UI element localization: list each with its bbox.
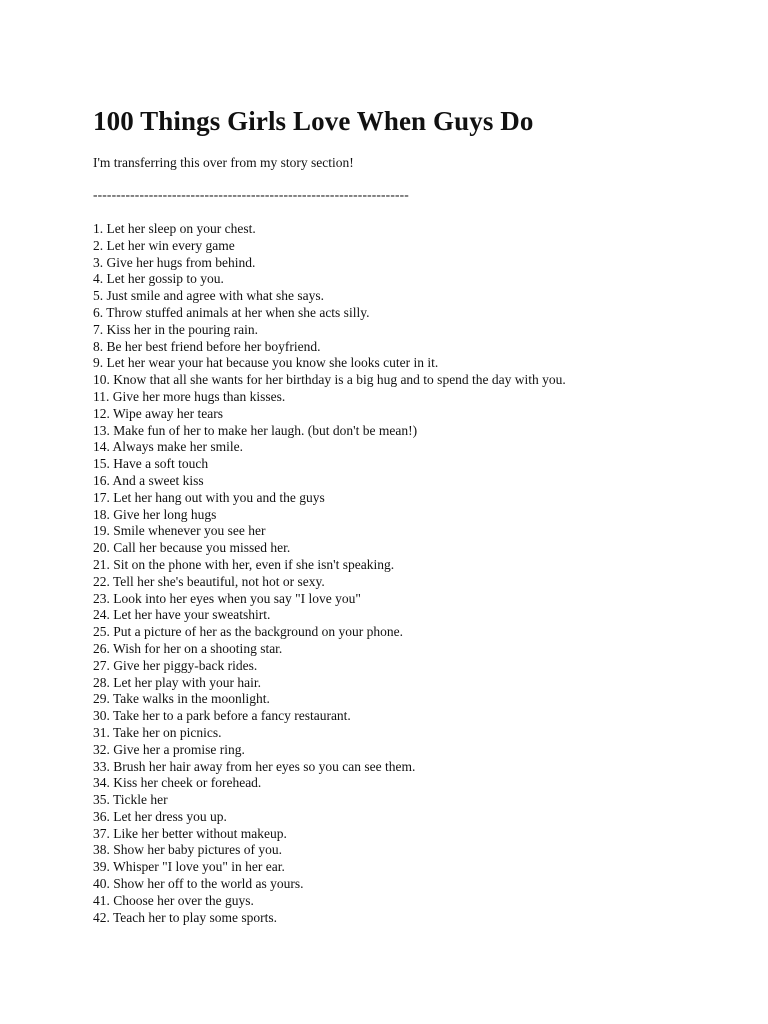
list-item: 19. Smile whenever you see her [93,523,266,539]
list-item: 35. Tickle her [93,792,168,808]
list-item: 14. Always make her smile. [93,439,243,455]
list-item: 21. Sit on the phone with her, even if she isn't speaking. [93,556,395,572]
list-item: 26. Wish for her on a shooting star. [93,640,283,656]
list-item: 5. Just smile and agree with what she says. [93,288,324,304]
list-item: 23. Look into her eyes when you say "I love you" [93,590,361,606]
list-item: 33. Brush her hair away from her eyes so you can see them. [93,758,416,774]
list-item: 12. Wipe away her tears [93,405,224,421]
list-item: 28. Let her play with your hair. [93,674,261,690]
list-item: 37. Like her better without makeup. [93,825,287,841]
list-item: 24. Let her have your sweatshirt. [93,607,271,623]
list-item: 1. Let her sleep on your chest. [93,221,256,236]
list-item: 41. Choose her over the guys. [93,892,254,908]
list-item: 11. Give her more hugs than kisses. [93,388,286,404]
intro-text: I'm transferring this over from my story section! [93,155,354,170]
things-list [93,221,566,926]
list-item: 13. Make fun of her to make her laugh. (but don't be mean!) [93,422,418,438]
list-item: 34. Kiss her cheek or forehead. [93,775,262,791]
list-item: 25. Put a picture of her as the background on your phone. [93,624,404,640]
list-item: 17. Let her hang out with you and the guys [93,489,325,505]
list-item: 6. Throw stuffed animals at her when she acts silly. [93,304,370,320]
list-item: 8. Be her best friend before her boyfriend. [93,338,321,354]
list-item: 9. Let her wear your hat because you know she looks cuter in it. [93,355,439,371]
list-item: 2. Let her win every game [93,237,235,253]
list-item: 36. Let her dress you up. [93,808,227,824]
list-item: 27. Give her piggy-back rides. [93,657,258,673]
list-item: 40. Show her off to the world as yours. [93,876,304,892]
list-item: 42. Teach her to play some sports. [93,909,278,925]
list-item: 18. Give her long hugs [93,506,217,522]
list-item: 38. Show her baby pictures of you. [93,842,282,858]
list-item: 7. Kiss her in the pouring rain. [93,321,258,337]
list-item: 10. Know that all she wants for her birthday is a big hug and to spend the day with you. [93,372,566,388]
list-item: 15. Have a soft touch [93,456,209,472]
list-item: 30. Take her to a park before a fancy restaurant. [93,708,351,724]
list-item: 3. Give her hugs from behind. [93,254,256,270]
list-item: 16. And a sweet kiss [93,472,204,488]
list-item: 32. Give her a promise ring. [93,741,245,757]
list-item: 20. Call her because you missed her. [93,540,291,556]
divider-line: -------------------------------------------------------------------- [93,187,409,202]
list-item: 22. Tell her she's beautiful, not hot or sexy. [93,573,325,589]
list-item: 39. Whisper "I love you" in her ear. [93,859,285,875]
list-item: 31. Take her on picnics. [93,724,222,740]
page-title: 100 Things Girls Love When Guys Do [93,106,534,136]
list-item: 4. Let her gossip to you. [93,271,224,287]
list-item: 29. Take walks in the moonlight. [93,691,270,707]
